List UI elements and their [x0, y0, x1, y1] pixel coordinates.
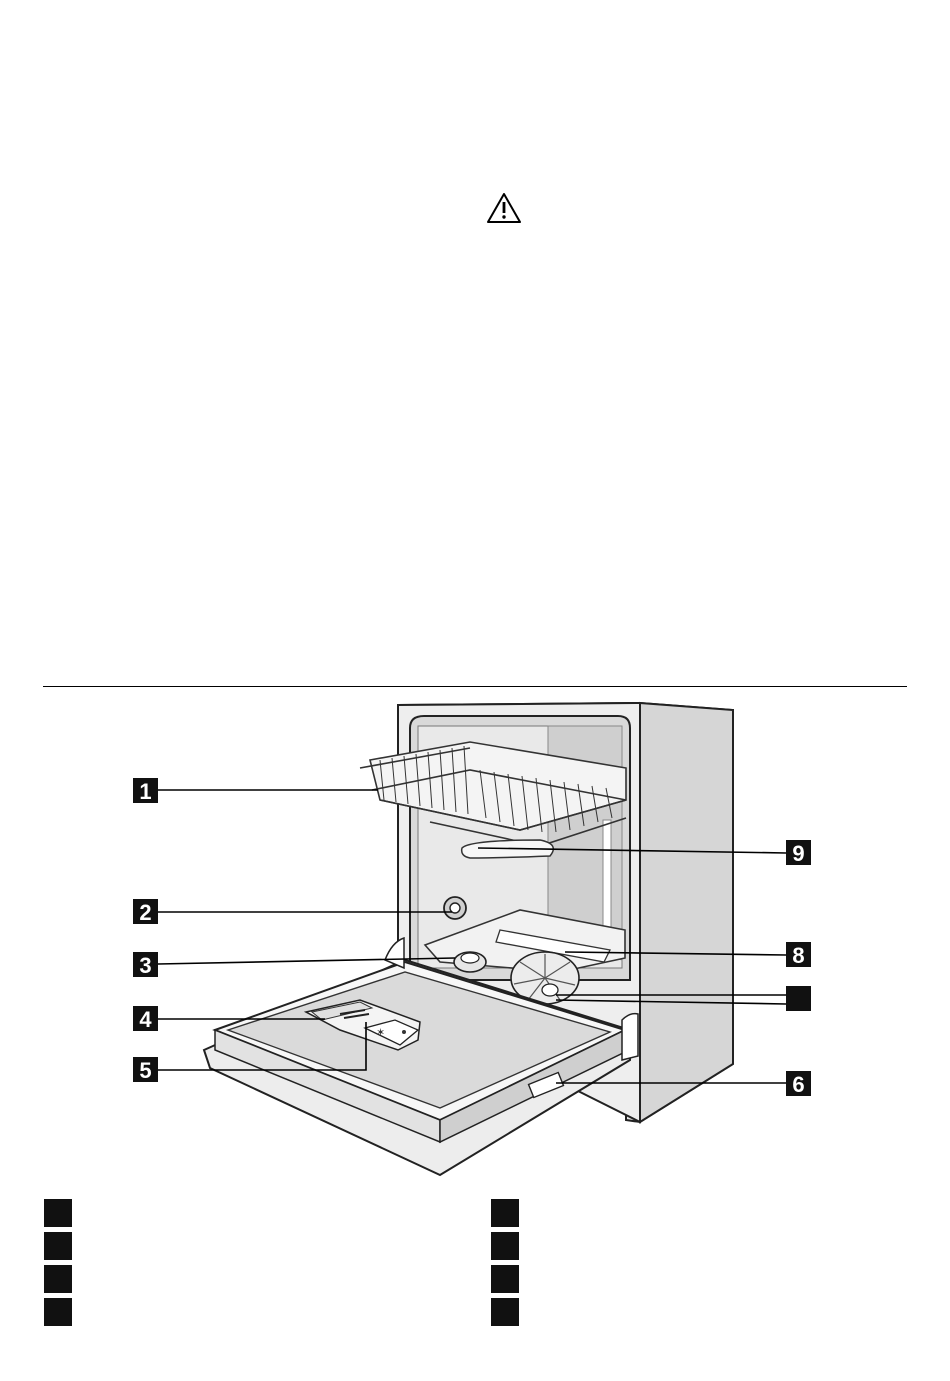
callout-number: 6: [792, 1072, 805, 1097]
salt-container: [454, 952, 486, 972]
callout-number: 5: [139, 1058, 152, 1083]
water-hardness-dial: [444, 897, 466, 919]
callout-4: [133, 1006, 158, 1032]
callout-8: [786, 942, 811, 968]
callout-3: [133, 952, 158, 978]
callout-number: 8: [792, 943, 805, 968]
legend-key-box: [491, 1298, 519, 1326]
legend-key-box: [491, 1265, 519, 1293]
legend-key-box: [44, 1199, 72, 1227]
section-divider: [43, 686, 907, 687]
warning-triangle-icon: [486, 192, 522, 224]
svg-text:✶: ✶: [376, 1026, 386, 1039]
legend-key-box: [44, 1232, 72, 1260]
dishwasher-diagram: [0, 690, 950, 1190]
callout-number: 2: [139, 900, 152, 925]
callout-number: 9: [792, 841, 805, 866]
callout-unnumbered: [786, 986, 811, 1011]
callout-number: 4: [139, 1007, 152, 1032]
legend-key-box: [44, 1298, 72, 1326]
callout-5: [133, 1057, 158, 1083]
callout-9: [786, 840, 811, 866]
legend-key-box: [491, 1199, 519, 1227]
callout-2: [133, 899, 158, 925]
callout-number: 3: [139, 953, 152, 978]
legend-key-box: [491, 1232, 519, 1260]
callout-1: [133, 778, 158, 804]
legend-key-box: [44, 1265, 72, 1293]
callout-number: 1: [139, 779, 152, 804]
callout-6: [786, 1071, 811, 1097]
